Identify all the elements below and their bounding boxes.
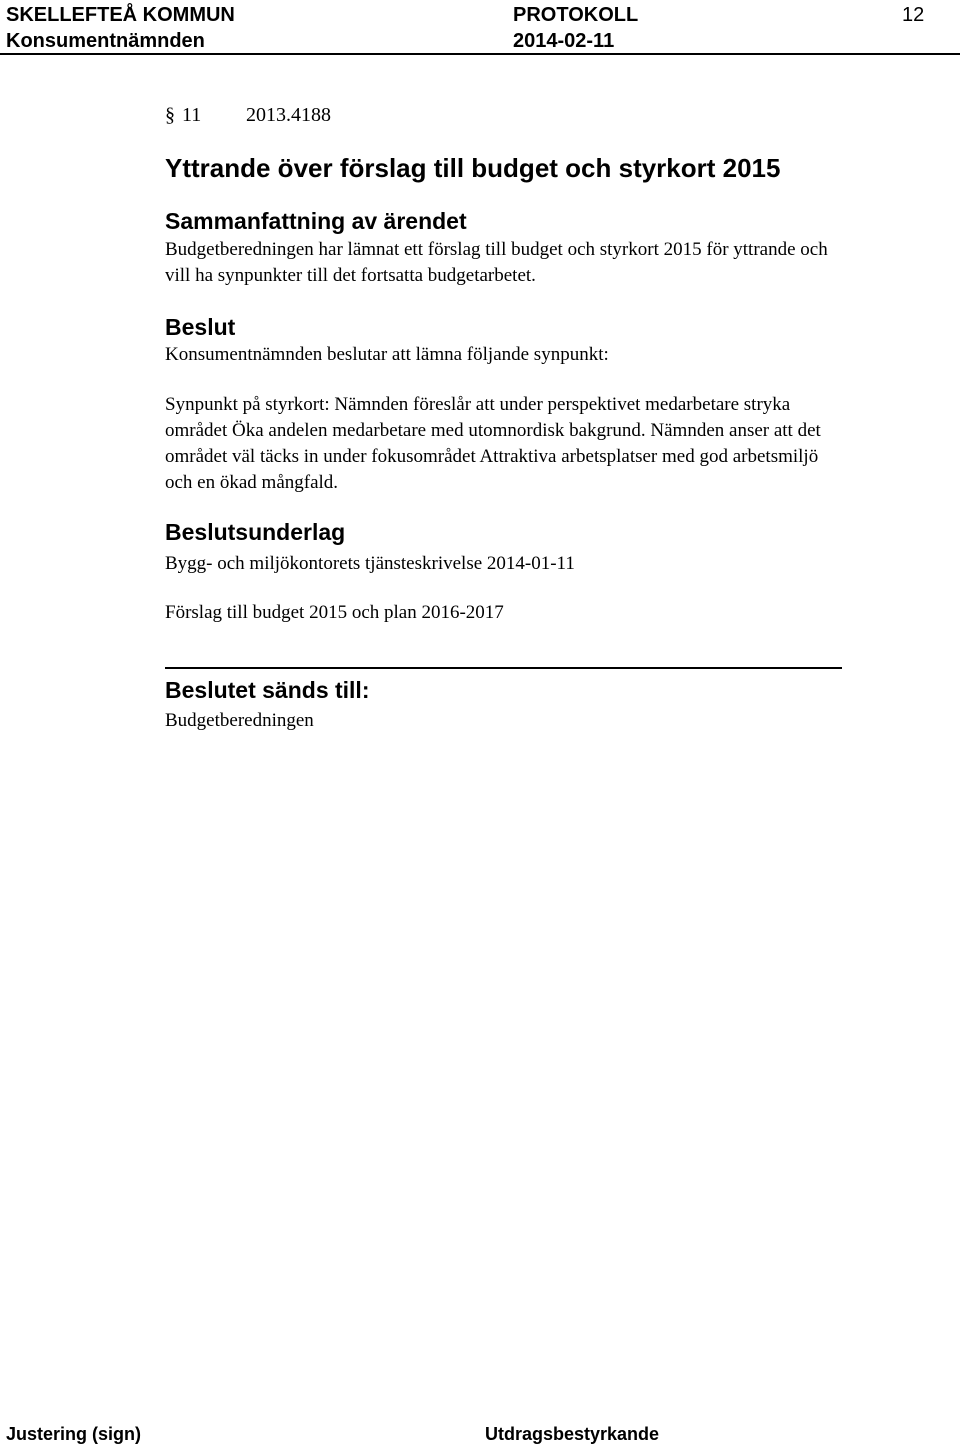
decision-line: området Öka andelen medarbetare med utomnordisk bakgrund. Nämnden anser att det bbox=[165, 420, 821, 441]
section-divider bbox=[165, 667, 842, 669]
decision-line: och en ökad mångfald. bbox=[165, 472, 339, 493]
summary-heading: Sammanfattning av ärendet bbox=[165, 208, 467, 234]
summary-line: vill ha synpunkter till det fortsatta budgetarbetet. bbox=[165, 265, 536, 286]
decision-text bbox=[165, 392, 955, 496]
footer-certification-label: Utdragsbestyrkande bbox=[485, 1424, 660, 1444]
basis-item: Förslag till budget 2015 och plan 2016-2017 bbox=[165, 602, 504, 623]
summary-text bbox=[165, 237, 955, 289]
decision-line: området väl täcks in under fokusområdet Attraktiva arbetsplatser med god arbetsmiljö bbox=[165, 446, 819, 467]
sent-to-heading: Beslutet sänds till: bbox=[165, 677, 370, 703]
paragraph-number: 11 bbox=[182, 104, 202, 126]
case-number: 2013.4188 bbox=[246, 104, 331, 126]
basis-item: Bygg- och miljökontorets tjänsteskrivelse 2014-01-11 bbox=[165, 553, 575, 574]
municipality-name: SKELLEFTEÅ KOMMUN bbox=[6, 4, 235, 26]
page-number: 12 bbox=[902, 4, 925, 26]
basis-heading: Beslutsunderlag bbox=[165, 519, 346, 545]
document-type: PROTOKOLL bbox=[513, 4, 639, 26]
decision-line: Synpunkt på styrkort: Nämnden föreslår att under perspektivet medarbetare stryka bbox=[165, 394, 791, 415]
header-divider bbox=[0, 53, 960, 55]
page-title: Yttrande över förslag till budget och styrkort 2015 bbox=[165, 153, 781, 183]
document-date: 2014-02-11 bbox=[513, 30, 615, 52]
committee-name: Konsumentnämnden bbox=[6, 30, 205, 52]
decision-intro: Konsumentnämnden beslutar att lämna följande synpunkt: bbox=[165, 344, 609, 365]
summary-line: Budgetberedningen har lämnat ett förslag till budget och styrkort 2015 för yttrande och bbox=[165, 239, 828, 260]
footer-signature-label: Justering (sign) bbox=[6, 1424, 142, 1444]
paragraph-symbol: § bbox=[165, 104, 175, 126]
decision-heading: Beslut bbox=[165, 314, 236, 340]
sent-to-recipient: Budgetberedningen bbox=[165, 710, 314, 731]
